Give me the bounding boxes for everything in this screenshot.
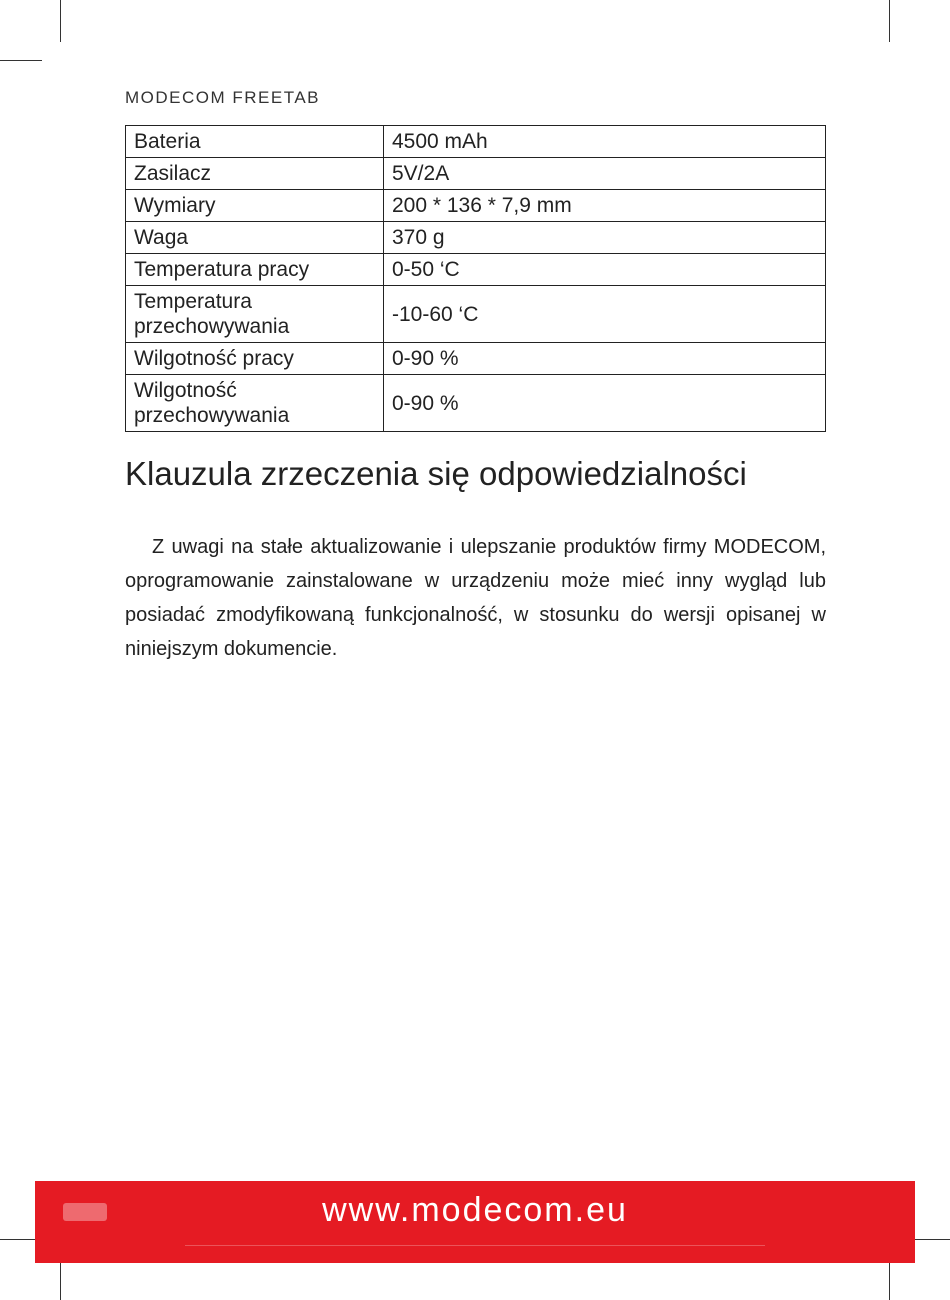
- spec-value: 0-90 %: [384, 375, 826, 432]
- spec-value: 0-50 ‘C: [384, 254, 826, 286]
- spec-value: 4500 mAh: [384, 126, 826, 158]
- section-heading: Klauzula zrzeczenia się odpowiedzialności: [125, 455, 747, 492]
- table-row: [126, 222, 826, 254]
- page-header: MODECOM FREETAB: [125, 88, 321, 107]
- crop-mark: [60, 1258, 61, 1300]
- disclaimer-text: Z uwagi na stałe aktualizowanie i ulepszanie produktów firmy MODECOM, oprogramowanie zainstalowane w urządzeniu może mieć inny wygląd lub posiadać zmodyfikowaną funkcjonalność, w stosunku do wersji opisanej w niniejszym dokumencie.: [125, 536, 826, 660]
- table-row: [126, 254, 826, 286]
- spec-value: 5V/2A: [384, 158, 826, 190]
- spec-key: Temperatura przechowywania: [126, 286, 384, 343]
- spec-key: Wilgotność pracy: [126, 343, 384, 375]
- spec-value: 200 * 136 * 7,9 mm: [384, 190, 826, 222]
- spec-key: Wilgotność przechowywania: [126, 375, 384, 432]
- spec-key: Temperatura pracy: [126, 254, 384, 286]
- crop-mark: [889, 1258, 890, 1300]
- spec-value: 0-90 %: [384, 343, 826, 375]
- crop-mark: [0, 60, 42, 61]
- footer-divider: [185, 1245, 765, 1246]
- table-row: [126, 158, 826, 190]
- disclaimer-paragraph: [125, 530, 826, 666]
- spec-table: [125, 125, 826, 432]
- table-row: [126, 190, 826, 222]
- table-row: [126, 343, 826, 375]
- table-row: [126, 126, 826, 158]
- crop-mark: [889, 0, 890, 42]
- spec-value: -10-60 ‘C: [384, 286, 826, 343]
- spec-key: Wymiary: [126, 190, 384, 222]
- table-row: [126, 286, 826, 343]
- table-row: [126, 375, 826, 432]
- spec-key: Waga: [126, 222, 384, 254]
- spec-key: Bateria: [126, 126, 384, 158]
- footer-url[interactable]: www.modecom.eu: [322, 1191, 628, 1229]
- footer-band: [35, 1181, 915, 1263]
- spec-value: 370 g: [384, 222, 826, 254]
- spec-key: Zasilacz: [126, 158, 384, 190]
- crop-mark: [60, 0, 61, 42]
